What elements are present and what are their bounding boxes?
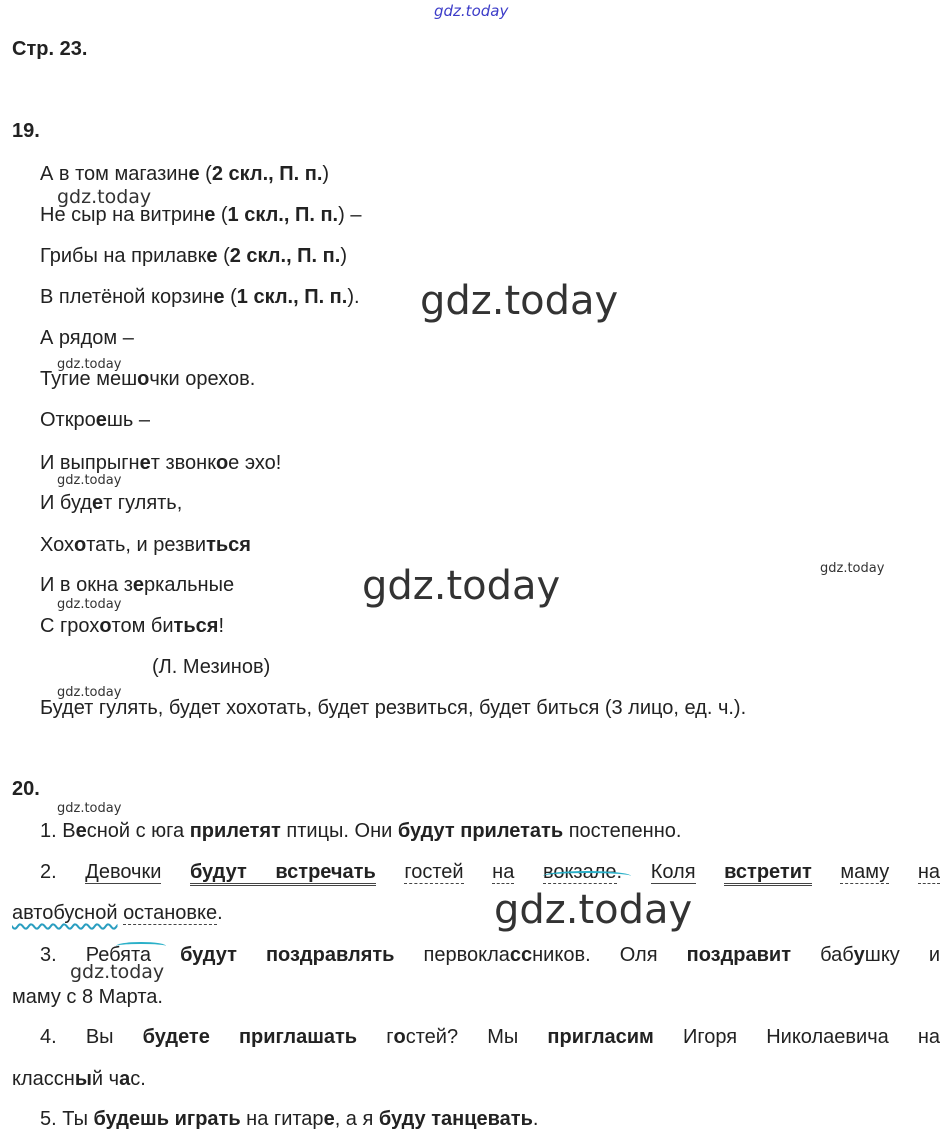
poem-line-4 [40,285,360,309]
ending: е [213,286,225,308]
watermark: gdz.today [57,801,122,816]
text: 4. [40,1026,57,1048]
text: ). [347,286,360,308]
watermark: gdz.today [57,473,122,488]
verb: буду танцевать [378,1108,533,1130]
poem-line-11 [40,573,234,597]
exercise-19-number: 19. [12,120,40,142]
text: Мы [487,1026,519,1048]
word [820,944,900,966]
object: гостей [404,861,464,883]
vowel: а [119,1068,131,1090]
text: Игоря [682,1026,738,1048]
text: И выпрыгн [40,452,140,474]
subject: Девочки [85,861,162,883]
morpheme-arc [116,942,166,950]
watermark: gdz.today [494,887,693,933]
sentence-2-line-1 [40,860,940,884]
exercise-19-summary: Будет гулять, будет хохотать, будет резвиться, будет биться (3 лицо, ед. ч.). [40,697,747,719]
watermark-top: gdz.today [434,2,509,20]
circumstance: остановке [123,902,218,924]
vowel: о [99,615,112,637]
ending: е [91,492,104,514]
preposition: на [917,861,941,883]
text: классн [12,1068,75,1090]
text: ) [322,163,330,185]
sentence-3-line-1 [40,943,940,967]
text: постепенно. [563,820,682,842]
text: . [616,861,623,883]
ending: е [95,409,107,431]
verb: будут прилетать [397,820,564,842]
circumstance [543,861,617,884]
text: е эхо! [228,452,282,474]
text: г [386,1026,394,1048]
text: птицы. Они [280,820,398,842]
text: на гитар [240,1108,324,1130]
vowel: о [393,1026,406,1048]
vowel: о [74,534,87,556]
grammar-note: 1 скл., П. п. [227,204,339,226]
watermark: gdz.today [57,597,122,612]
text: й ч [91,1068,120,1090]
text: ( [217,245,230,267]
word: Ребята [85,944,152,966]
vowel: о [137,368,150,390]
text: с. [130,1068,146,1090]
vowel: ы [74,1068,92,1090]
text: И буд [40,492,92,514]
text: ( [199,163,212,185]
watermark: gdz.today [57,186,152,208]
text: ников. [532,944,591,966]
watermark: gdz.today [70,961,165,983]
verb: будете приглашать [142,1026,358,1048]
verb: пригласим [547,1026,654,1048]
vowel: е [75,820,87,842]
ending: е [323,1108,335,1130]
subject: Коля [650,861,696,883]
text: тать, и резви [86,534,207,556]
ending: е [139,452,151,474]
watermark: gdz.today [57,685,122,700]
object: маму [840,861,890,883]
word [386,1026,458,1048]
text: ( [215,204,228,226]
verb: будут поздравлять [180,944,395,966]
poem-line-9 [40,491,182,515]
text: ( [224,286,237,308]
text: том би [111,615,174,637]
poem-line-7 [40,408,150,432]
text: Откро [40,409,96,431]
sentence-2-line-2 [12,901,223,925]
text: ! [218,615,224,637]
predicate: будут встречать [190,861,376,886]
text: чки орехов. [149,368,256,390]
poem-author: (Л. Мезинов) [152,656,271,678]
preposition: на [492,861,515,883]
text: А в том магазин [40,163,189,185]
text: первокла [423,944,510,966]
poem-line-3 [40,244,347,268]
vowel: о [215,452,229,474]
text: С грох [40,615,100,637]
text: 5. Ты [40,1108,94,1130]
sentence-4-line-1 [40,1025,940,1049]
ending: ться [173,615,219,637]
text: шку [864,944,900,966]
text: Хох [40,534,75,556]
vowel: е [132,574,145,596]
poem-line-1 [40,162,329,186]
text: и [928,944,941,966]
text: Не сыр на витрин [40,204,205,226]
sentence-5 [40,1107,538,1131]
text: на [917,1026,941,1048]
vowel: у [853,944,865,966]
verb: прилетят [189,820,281,842]
ending: е [206,245,218,267]
sentence-3-line-2: маму с 8 Марта. [12,986,163,1008]
text: сной с юга [86,820,190,842]
predicate: встретит [724,861,812,886]
word [424,944,591,966]
text: шь – [106,409,150,431]
text: Вы [85,1026,114,1048]
text: , а я [334,1108,379,1130]
watermark: gdz.today [57,357,122,372]
word: вокзале [542,861,617,883]
text: Николаевича [766,1026,889,1048]
text: 2. [40,861,57,883]
verb: поздравит [686,944,792,966]
text: т гулять, [103,492,183,514]
text: т звонк [150,452,216,474]
ending: ться [206,534,251,556]
watermark: gdz.today [820,561,885,576]
sentence-4-line-2 [12,1067,146,1091]
text: . [217,902,223,924]
text: Оля [619,944,658,966]
text: ) [340,245,347,267]
text: стей? [405,1026,459,1048]
text: И в окна з [40,574,133,596]
text: . [532,1108,539,1130]
grammar-note: 2 скл., П. п. [229,245,341,267]
text: В плетёной корзин [40,286,214,308]
poem-line-10 [40,533,251,557]
text: Тугие меш [40,368,138,390]
text: баб [820,944,854,966]
page-header: Стр. 23. [12,38,88,60]
sentence-1 [40,819,681,843]
exercise-20-number: 20. [12,778,40,800]
text: Грибы на прилавк [40,245,207,267]
grammar-note: 2 скл., П. п. [211,163,323,185]
poem-line-12 [40,614,224,638]
text: ркальные [144,574,235,596]
morpheme-arc [543,871,631,881]
text: 3. [40,944,57,966]
ending: е [188,163,200,185]
verb: будешь играть [93,1108,241,1130]
attribute: автобусной [12,902,118,924]
grammar-note: 1 скл., П. п. [236,286,348,308]
watermark: gdz.today [362,563,561,609]
text: ) – [338,204,362,226]
text: А рядом – [40,327,134,349]
poem-line-8 [40,451,281,475]
double-letters: сс [509,944,533,966]
watermark: gdz.today [420,278,619,324]
poem-line-5 [40,326,134,350]
text: 1. В [40,820,76,842]
ending: е [204,204,216,226]
